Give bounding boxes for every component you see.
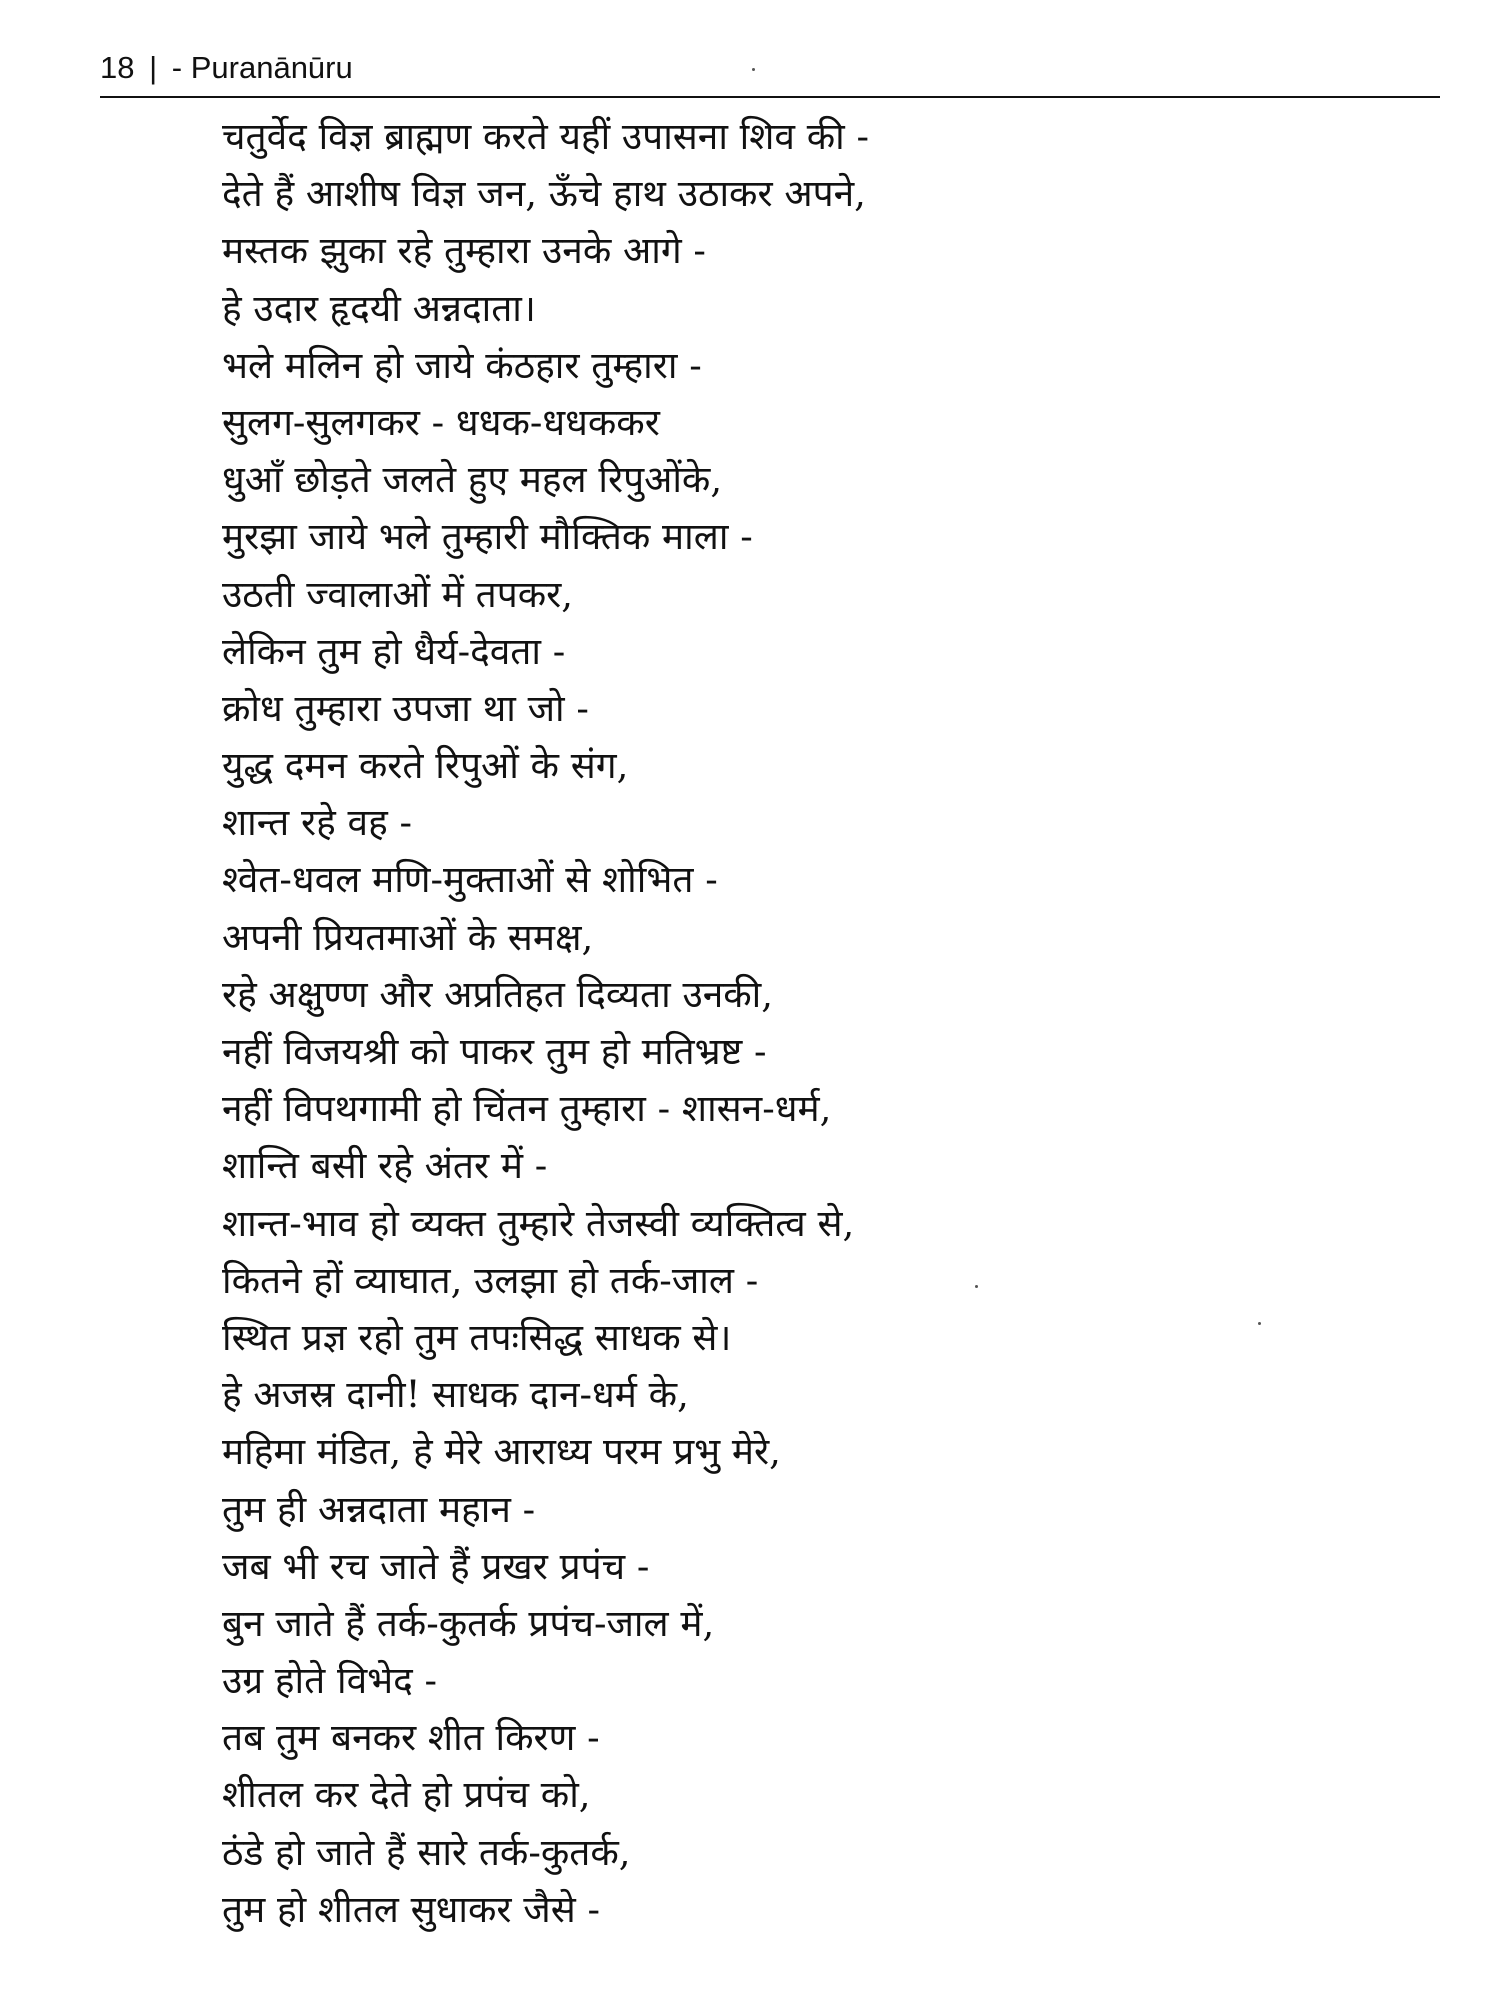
poem-line: शीतल कर देते हो प्रपंच को, [222,1773,591,1817]
poem-line: देते हैं आशीष विज्ञ जन, ऊँचे हाथ उठाकर अपने, [222,172,866,216]
poem-line: अपनी प्रियतमाओं के समक्ष, [222,915,594,959]
poem-line: उग्र होते विभेद - [222,1659,438,1703]
page-header [100,44,1440,98]
poem-line: स्थित प्रज्ञ रहो तुम तपःसिद्ध साधक से। [222,1315,732,1359]
poem-body [222,108,1372,1938]
poem-line: उठती ज्वालाओं में तपकर, [222,572,574,616]
poem-line: ठंडे हो जाते हैं सारे तर्क-कुतर्क, [222,1830,631,1874]
poem-line: नहीं विजयश्री को पाकर तुम हो मतिभ्रष्ट - [222,1030,767,1073]
poem-line: हे अजस्र दानी! साधक दान-धर्म के, [222,1373,689,1417]
poem-line: शान्ति बसी रहे अंतर में - [222,1144,548,1188]
book-title: - Puranānūru [171,50,353,85]
poem-line: कितने हों व्याघात, उलझा हो तर्क-जाल - [222,1258,759,1302]
poem-line: युद्ध दमन करते रिपुओं के संग, [222,744,629,788]
page-number: 18 [100,50,135,85]
poem-line: श्वेत-धवल मणि-मुक्ताओं से शोभित - [222,858,718,902]
poem-line: क्रोध तुम्हारा उपजा था जो - [222,686,589,730]
poem-line: शान्त-भाव हो व्यक्त तुम्हारे तेजस्वी व्यक्तित्व से, [222,1201,855,1245]
poem-line: शान्त रहे वह - [222,801,413,845]
running-head [100,48,353,88]
poem-line: भले मलिन हो जाये कंठहार तुम्हारा - [222,343,702,387]
poem-line: चतुर्वेद विज्ञ ब्राह्मण करते यहीं उपासना शिव की - [222,115,870,158]
poem-line: मस्तक झुका रहे तुम्हारा उनके आगे - [222,229,706,273]
poem-line: लेकिन तुम हो धैर्य-देवता - [222,629,566,673]
scan-speck [752,68,755,71]
poem-line: बुन जाते हैं तर्क-कुतर्क प्रपंच-जाल में, [222,1601,715,1645]
poem-line: तुम ही अन्नदाता महान - [222,1487,536,1531]
poem-line: रहे अक्षुण्ण और अप्रतिहत दिव्यता उनकी, [222,972,774,1016]
poem-line: महिमा मंडित, हे मेरे आराध्य परम प्रभु मेरे, [222,1430,781,1474]
poem-line: हे उदार हृदयी अन्नदाता। [222,286,536,330]
poem-line: तुम हो शीतल सुधाकर जैसे - [222,1887,601,1931]
poem-line: सुलग-सुलगकर - धधक-धधककर [222,400,660,444]
poem-line: तब तुम बनकर शीत किरण - [222,1716,600,1760]
poem-line: जब भी रच जाते हैं प्रखर प्रपंच - [222,1544,650,1588]
poem-line: धुआँ छोड़ते जलते हुए महल रिपुओंके, [222,458,723,502]
poem-line: मुरझा जाये भले तुम्हारी मौक्तिक माला - [222,515,753,559]
poem-line: नहीं विपथगामी हो चिंतन तुम्हारा - शासन-धर्म, [222,1087,832,1131]
header-separator: | [149,50,158,85]
